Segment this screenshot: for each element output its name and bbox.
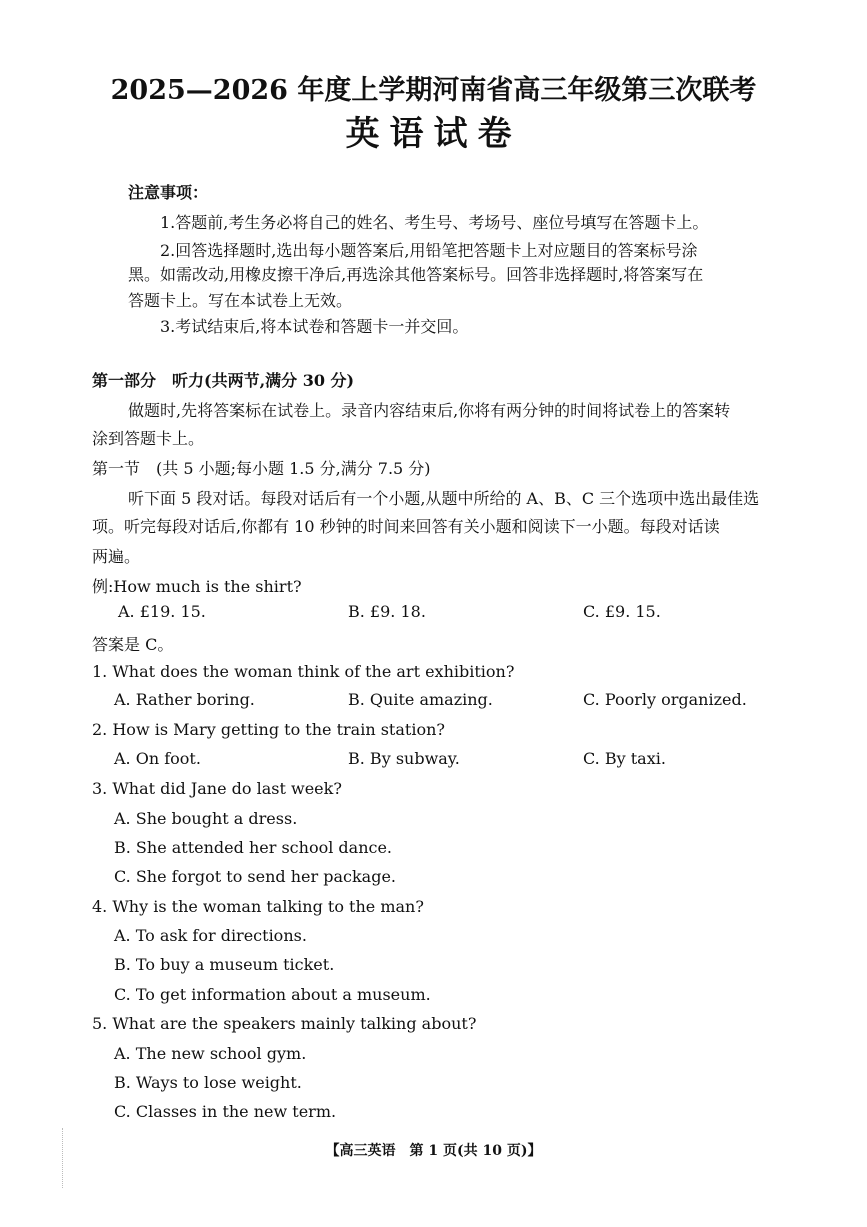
question-5: 5. What are the speakers mainly talking about? [92,1014,477,1033]
question-3-option-c: C. She forgot to send her package. [114,867,396,886]
margin-dotted-line [62,1128,64,1188]
question-5-option-c: C. Classes in the new term. [114,1102,337,1121]
subject-title: 英语试卷 [345,114,522,154]
notice-line: 1.答题前,考生务必将自己的姓名、考生号、考场号、座位号填写在答题卡上。 [160,213,709,232]
question-5-option-b: B. Ways to lose weight. [114,1073,302,1092]
part1-intro-line: 做题时,先将答案标在试卷上。录音内容结束后,你将有两分钟的时间将试卷上的答案转 [128,401,731,420]
notice-heading: 注意事项： [128,183,209,202]
question-4-option-b: B. To buy a museum ticket. [114,955,335,974]
question-2: 2. How is Mary getting to the train station? [92,720,445,739]
question-4-option-c: C. To get information about a museum. [114,985,431,1004]
section1-line: 项。听完每段对话后,你都有 10 秒钟的时间来回答有关小题和阅读下一小题。每段对话读 [92,517,720,536]
section1-line: 听下面 5 段对话。每段对话后有一个小题,从题中所给的 A、B、C 三个选项中选出最佳选 [128,489,760,508]
question-2-option-b: B. By subway. [348,749,460,768]
question-2-option-a: A. On foot. [114,749,201,768]
question-1-option-b: B. Quite amazing. [348,690,493,709]
question-4: 4. Why is the woman talking to the man? [92,897,424,916]
notice-line: 答题卡上。写在本试卷上无效。 [128,291,353,310]
page-footer: 【高三英语 第 1 页(共 10 页)】 [325,1143,542,1159]
question-1-option-c: C. Poorly organized. [583,690,747,709]
question-2-option-c: C. By taxi. [583,749,666,768]
question-1: 1. What does the woman think of the art exhibition? [92,662,515,681]
exam-title: 2025—2026 年度上学期河南省高三年级第三次联考 [110,75,757,106]
notice-line: 黑。如需改动,用橡皮擦干净后,再选涂其他答案标号。回答非选择题时,将答案写在 [128,265,704,284]
question-4-option-a: A. To ask for directions. [114,926,307,945]
question-3: 3. What did Jane do last week? [92,779,342,798]
example-option-b: B. £9. 18. [348,602,426,621]
part1-intro-line: 涂到答题卡上。 [92,429,205,448]
question-1-option-a: A. Rather boring. [114,690,255,709]
example-option-c: C. £9. 15. [583,602,661,621]
example-question: 例:How much is the shirt? [92,577,302,596]
question-3-option-a: A. She bought a dress. [114,809,298,828]
question-3-option-b: B. She attended her school dance. [114,838,393,857]
part1-heading: 第一部分 听力(共两节,满分 30 分) [92,371,355,390]
notice-line: 3.考试结束后,将本试卷和答题卡一并交回。 [160,317,469,336]
section1-heading: 第一节 (共 5 小题;每小题 1.5 分,满分 7.5 分) [92,459,431,478]
question-5-option-a: A. The new school gym. [114,1044,307,1063]
example-option-a: A. £19. 15. [118,602,206,621]
section1-line: 两遍。 [92,547,141,566]
example-answer: 答案是 C。 [92,635,174,654]
notice-line: 2.回答选择题时,选出每小题答案后,用铅笔把答题卡上对应题目的答案标号涂 [160,241,698,260]
